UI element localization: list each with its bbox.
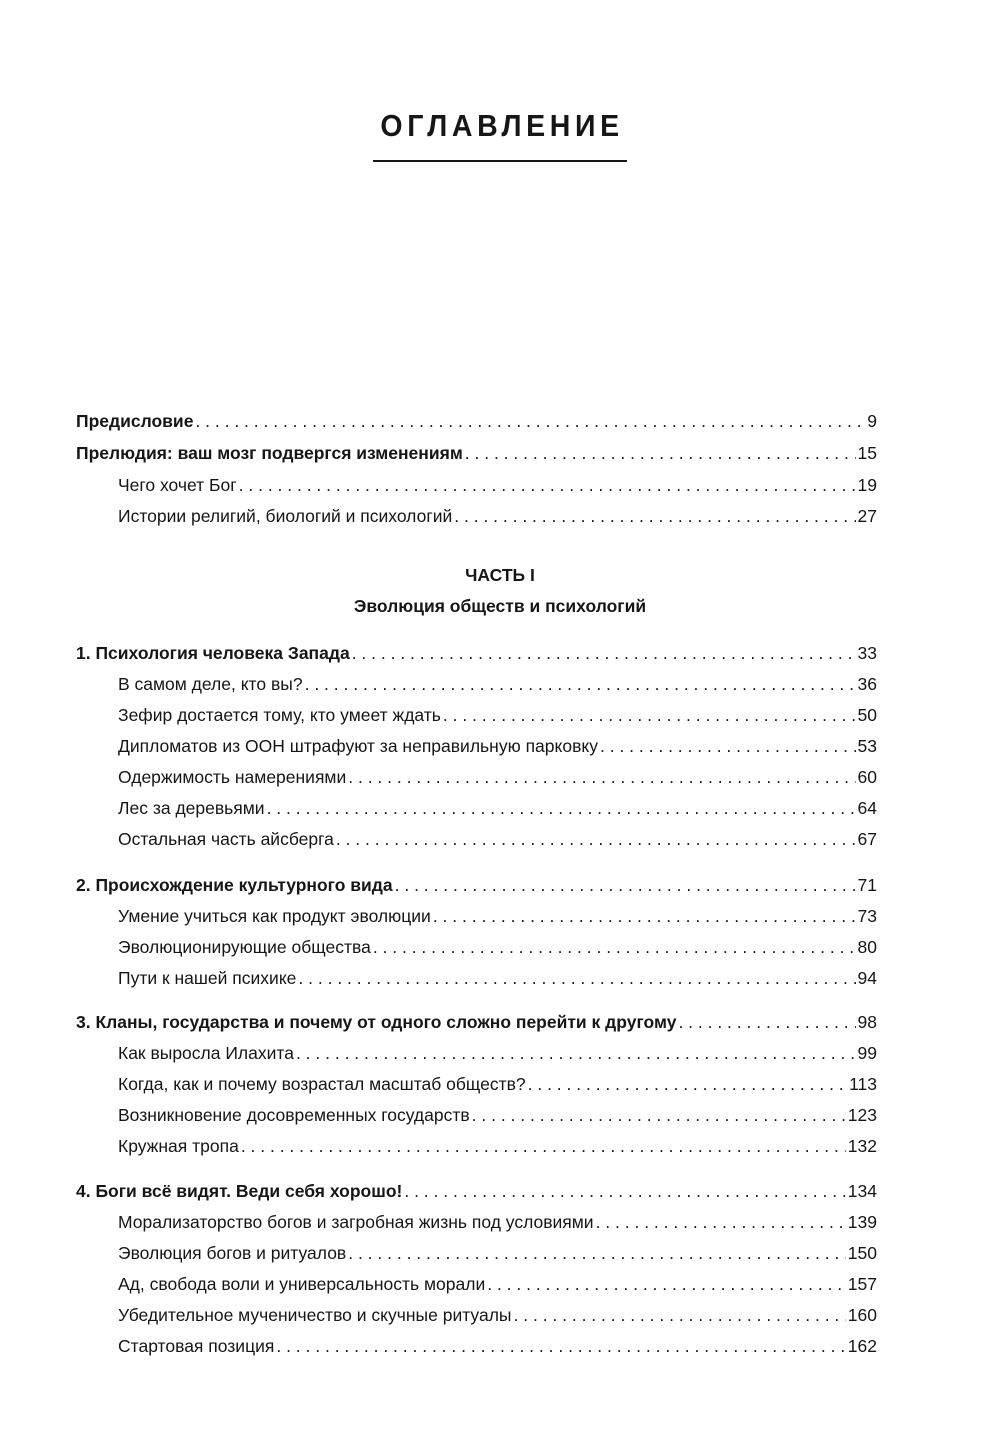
toc-page-number: 123 xyxy=(847,1105,877,1125)
toc-entry-title: Одержимость намерениями xyxy=(118,767,347,787)
dot-leader xyxy=(514,1304,846,1326)
toc-section[interactable] xyxy=(118,1065,877,1095)
dot-leader xyxy=(600,735,856,757)
toc-entry-title: 4. Боги всё видят. Веди себя хорошо! xyxy=(76,1181,403,1201)
toc-section[interactable] xyxy=(118,1234,877,1264)
toc-section[interactable] xyxy=(118,959,877,989)
toc-entry-title: Пути к нашей психике xyxy=(118,968,297,988)
toc-page-number: 80 xyxy=(857,937,877,957)
toc-chapter-1[interactable] xyxy=(76,634,877,664)
toc-section[interactable] xyxy=(118,665,877,695)
toc-page-number: 67 xyxy=(857,829,877,849)
toc-chapter-3[interactable] xyxy=(76,1003,877,1033)
toc-page-number: 50 xyxy=(857,705,877,725)
toc-entry-title: Прелюдия: ваш мозг подвергся изменениям xyxy=(76,443,463,463)
toc-entry-title: Ад, свобода воли и универсальность морали xyxy=(118,1274,486,1294)
toc-page-number: 99 xyxy=(857,1043,877,1063)
dot-leader xyxy=(395,874,856,896)
toc-page-number: 98 xyxy=(857,1012,877,1032)
toc-entry-title: Остальная часть айсберга xyxy=(118,829,334,849)
toc-chapter-2[interactable] xyxy=(76,866,877,896)
toc-page-number: 33 xyxy=(857,643,877,663)
toc-section[interactable] xyxy=(118,1034,877,1064)
toc-page-number: 60 xyxy=(857,767,877,787)
toc-entry-title: Дипломатов из ООН штрафуют за неправильную парковку xyxy=(118,736,598,756)
toc-section[interactable] xyxy=(118,1327,877,1357)
dot-leader xyxy=(487,1273,846,1295)
toc-section[interactable] xyxy=(118,1096,877,1126)
dot-leader xyxy=(348,1242,846,1264)
toc-section[interactable] xyxy=(118,758,877,788)
toc-page-number: 160 xyxy=(847,1305,877,1325)
toc-entry-title: Как выросла Илахита xyxy=(118,1043,294,1063)
toc-entry-preface[interactable] xyxy=(76,402,877,432)
toc-entry-title: Кружная тропа xyxy=(118,1136,239,1156)
dot-leader xyxy=(267,797,856,819)
toc-entry-title: Эволюционирующие общества xyxy=(118,937,371,957)
toc-entry-title: Убедительное мученичество и скучные ритуалы xyxy=(118,1305,512,1325)
dot-leader xyxy=(454,505,855,527)
dot-leader xyxy=(305,673,856,695)
toc-entry-title: 1. Психология человека Запада xyxy=(76,643,350,663)
toc-page-number: 19 xyxy=(857,475,877,495)
dot-leader xyxy=(336,828,856,850)
toc-section[interactable] xyxy=(118,696,877,726)
toc-entry-title: Эволюция богов и ритуалов xyxy=(118,1243,347,1263)
toc-section[interactable] xyxy=(118,1127,877,1157)
toc-entry-title: Предисловие xyxy=(76,411,194,431)
toc-section[interactable] xyxy=(118,897,877,927)
toc-section[interactable] xyxy=(118,820,877,850)
dot-leader xyxy=(433,905,856,927)
dot-leader xyxy=(352,642,856,664)
toc-entry-title: Возникновение досовременных государств xyxy=(118,1105,470,1125)
toc-section[interactable] xyxy=(118,1203,877,1233)
dot-leader xyxy=(373,936,856,958)
toc-page-number: 15 xyxy=(857,443,877,463)
toc-page-number: 132 xyxy=(847,1136,877,1156)
toc-entry-title: Морализаторство богов и загробная жизнь под условиями xyxy=(118,1212,594,1232)
dot-leader xyxy=(239,474,856,496)
toc-chapter-4[interactable] xyxy=(76,1172,877,1202)
toc-entry-title: Умение учиться как продукт эволюции xyxy=(118,906,431,926)
toc-page-number: 157 xyxy=(847,1274,877,1294)
toc-page-number: 36 xyxy=(857,674,877,694)
toc-section[interactable] xyxy=(118,727,877,757)
toc-entry-title: Зефир достается тому, кто умеет ждать xyxy=(118,705,441,725)
toc-entry-title: Чего хочет Бог xyxy=(118,475,237,495)
toc-page-number: 134 xyxy=(847,1181,877,1201)
toc-section[interactable] xyxy=(118,466,877,496)
dot-leader xyxy=(195,410,865,432)
toc-entry-title: В самом деле, кто вы? xyxy=(118,674,303,694)
toc-entry-title: Лес за деревьями xyxy=(118,798,265,818)
toc-section[interactable] xyxy=(118,789,877,819)
toc-page-number: 53 xyxy=(857,736,877,756)
title-block xyxy=(0,96,1000,162)
part-label: ЧАСТЬ I xyxy=(465,565,535,585)
dot-leader xyxy=(404,1180,845,1202)
toc-page-number: 27 xyxy=(857,506,877,526)
toc-entry-title: 3. Кланы, государства и почему от одного сложно перейти к другому xyxy=(76,1012,677,1032)
dot-leader xyxy=(241,1135,846,1157)
toc-page-number: 150 xyxy=(847,1243,877,1263)
dot-leader xyxy=(348,766,855,788)
toc-entry-title: 2. Происхождение культурного вида xyxy=(76,875,393,895)
toc-entry-title: Стартовая позиция xyxy=(118,1336,275,1356)
toc-page-number: 64 xyxy=(857,798,877,818)
dot-leader xyxy=(298,967,855,989)
dot-leader xyxy=(296,1042,856,1064)
toc-section[interactable] xyxy=(118,497,877,527)
dot-leader xyxy=(465,442,856,464)
toc-section[interactable] xyxy=(118,928,877,958)
part-title: Эволюция обществ и психологий xyxy=(353,596,647,616)
toc-entry-prelude[interactable] xyxy=(76,434,877,464)
dot-leader xyxy=(528,1073,847,1095)
toc-page-number: 113 xyxy=(849,1074,877,1094)
toc-entry-title: Когда, как и почему возрастал масштаб обществ? xyxy=(118,1074,526,1094)
toc-page-number: 9 xyxy=(867,411,877,431)
toc-page-number: 162 xyxy=(847,1336,877,1356)
dot-leader xyxy=(472,1104,846,1126)
toc-section[interactable] xyxy=(118,1296,877,1326)
dot-leader xyxy=(596,1211,846,1233)
toc-page-number: 139 xyxy=(847,1212,877,1232)
toc-page-number: 94 xyxy=(857,968,877,988)
dot-leader xyxy=(678,1011,855,1033)
dot-leader xyxy=(276,1335,845,1357)
toc-page-number: 73 xyxy=(857,906,877,926)
dot-leader xyxy=(443,704,856,726)
page-title: ОГЛАВЛЕНИЕ xyxy=(373,96,627,162)
toc-entry-title: Истории религий, биологий и психологий xyxy=(118,506,453,526)
toc-section[interactable] xyxy=(118,1265,877,1295)
toc-page-number: 71 xyxy=(857,875,877,895)
